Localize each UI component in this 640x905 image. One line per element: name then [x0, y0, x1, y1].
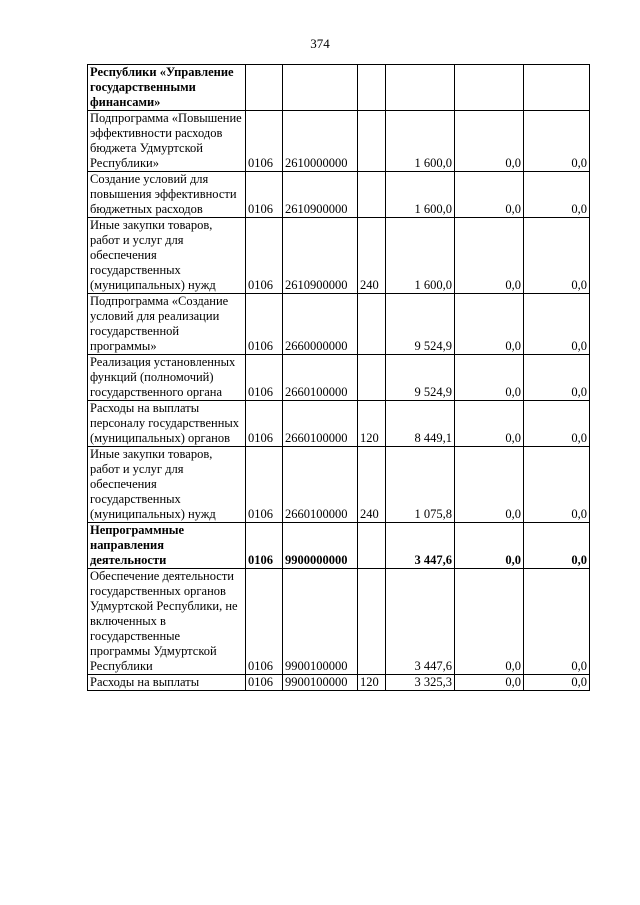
- row-amount-2-cell: 0,0: [455, 355, 524, 401]
- row-amount-cell: 3 447,6: [386, 523, 455, 569]
- row-amount-2-cell: [455, 65, 524, 111]
- row-amount-2-cell: 0,0: [455, 675, 524, 691]
- row-amount-3-cell: 0,0: [524, 675, 590, 691]
- row-target-code-cell: 2610900000: [283, 218, 358, 294]
- row-name-cell: Республики «Управление государственными финансами»: [88, 65, 246, 111]
- row-amount-3-cell: 0,0: [524, 111, 590, 172]
- row-expense-type-cell: [358, 172, 386, 218]
- row-amount-3-cell: 0,0: [524, 218, 590, 294]
- row-amount-2-cell: 0,0: [455, 401, 524, 447]
- row-section-code-cell: 0106: [246, 447, 283, 523]
- row-expense-type-cell: [358, 523, 386, 569]
- row-target-code-cell: 2660100000: [283, 355, 358, 401]
- row-section-code-cell: 0106: [246, 218, 283, 294]
- table-row: [88, 523, 590, 569]
- row-amount-cell: 9 524,9: [386, 294, 455, 355]
- row-expense-type-cell: [358, 111, 386, 172]
- row-amount-2-cell: 0,0: [455, 523, 524, 569]
- row-amount-3-cell: [524, 65, 590, 111]
- row-expense-type-cell: [358, 65, 386, 111]
- row-name-cell: Реализация установленных функций (полномочий) государственного органа: [88, 355, 246, 401]
- table-row: [88, 172, 590, 218]
- row-target-code-cell: 2610000000: [283, 111, 358, 172]
- table-row: [88, 355, 590, 401]
- row-amount-2-cell: 0,0: [455, 111, 524, 172]
- row-amount-3-cell: 0,0: [524, 294, 590, 355]
- row-amount-cell: 1 600,0: [386, 111, 455, 172]
- row-target-code-cell: 2660000000: [283, 294, 358, 355]
- table-row: [88, 65, 590, 111]
- row-amount-3-cell: 0,0: [524, 401, 590, 447]
- row-amount-cell: [386, 65, 455, 111]
- row-target-code-cell: 2660100000: [283, 447, 358, 523]
- page-number: 374: [310, 36, 330, 51]
- row-expense-type-cell: [358, 355, 386, 401]
- row-amount-cell: 3 325,3: [386, 675, 455, 691]
- row-expense-type-cell: 240: [358, 447, 386, 523]
- row-amount-cell: 3 447,6: [386, 569, 455, 675]
- row-name-cell: Иные закупки товаров, работ и услуг для обеспечения государственных (муниципальных) нужд: [88, 447, 246, 523]
- row-amount-cell: 1 075,8: [386, 447, 455, 523]
- budget-table-body: [88, 65, 590, 691]
- row-amount-3-cell: 0,0: [524, 172, 590, 218]
- table-row: [88, 447, 590, 523]
- table-row: [88, 675, 590, 691]
- row-amount-2-cell: 0,0: [455, 294, 524, 355]
- row-target-code-cell: 9900000000: [283, 523, 358, 569]
- row-amount-2-cell: 0,0: [455, 218, 524, 294]
- row-section-code-cell: 0106: [246, 401, 283, 447]
- row-target-code-cell: 9900100000: [283, 569, 358, 675]
- row-expense-type-cell: 120: [358, 675, 386, 691]
- table-row: [88, 218, 590, 294]
- row-target-code-cell: 2660100000: [283, 401, 358, 447]
- row-amount-3-cell: 0,0: [524, 447, 590, 523]
- row-section-code-cell: 0106: [246, 675, 283, 691]
- row-expense-type-cell: 120: [358, 401, 386, 447]
- row-section-code-cell: [246, 65, 283, 111]
- row-amount-2-cell: 0,0: [455, 447, 524, 523]
- row-amount-2-cell: 0,0: [455, 569, 524, 675]
- row-expense-type-cell: 240: [358, 218, 386, 294]
- table-row: [88, 401, 590, 447]
- row-amount-cell: 1 600,0: [386, 218, 455, 294]
- table-row: [88, 569, 590, 675]
- row-section-code-cell: 0106: [246, 111, 283, 172]
- row-amount-cell: 9 524,9: [386, 355, 455, 401]
- row-name-cell: Непрограммные направления деятельности: [88, 523, 246, 569]
- row-name-cell: Расходы на выплаты: [88, 675, 246, 691]
- row-amount-3-cell: 0,0: [524, 569, 590, 675]
- row-amount-cell: 1 600,0: [386, 172, 455, 218]
- row-section-code-cell: 0106: [246, 355, 283, 401]
- row-section-code-cell: 0106: [246, 172, 283, 218]
- row-name-cell: Расходы на выплаты персоналу государственных (муниципальных) органов: [88, 401, 246, 447]
- row-target-code-cell: 9900100000: [283, 675, 358, 691]
- row-section-code-cell: 0106: [246, 523, 283, 569]
- row-name-cell: Обеспечение деятельности государственных органов Удмуртской Республики, не включенных в государственные программы Удмуртской Республики: [88, 569, 246, 675]
- row-amount-3-cell: 0,0: [524, 523, 590, 569]
- row-expense-type-cell: [358, 569, 386, 675]
- row-amount-2-cell: 0,0: [455, 172, 524, 218]
- row-target-code-cell: 2610900000: [283, 172, 358, 218]
- row-amount-cell: 8 449,1: [386, 401, 455, 447]
- row-name-cell: Подпрограмма «Создание условий для реализации государственной программы»: [88, 294, 246, 355]
- row-target-code-cell: [283, 65, 358, 111]
- row-section-code-cell: 0106: [246, 294, 283, 355]
- row-name-cell: Иные закупки товаров, работ и услуг для обеспечения государственных (муниципальных) нужд: [88, 218, 246, 294]
- table-row: [88, 111, 590, 172]
- row-amount-3-cell: 0,0: [524, 355, 590, 401]
- row-section-code-cell: 0106: [246, 569, 283, 675]
- row-expense-type-cell: [358, 294, 386, 355]
- table-row: [88, 294, 590, 355]
- row-name-cell: Подпрограмма «Повышение эффективности расходов бюджета Удмуртской Республики»: [88, 111, 246, 172]
- row-name-cell: Создание условий для повышения эффективности бюджетных расходов: [88, 172, 246, 218]
- budget-table: [87, 64, 590, 691]
